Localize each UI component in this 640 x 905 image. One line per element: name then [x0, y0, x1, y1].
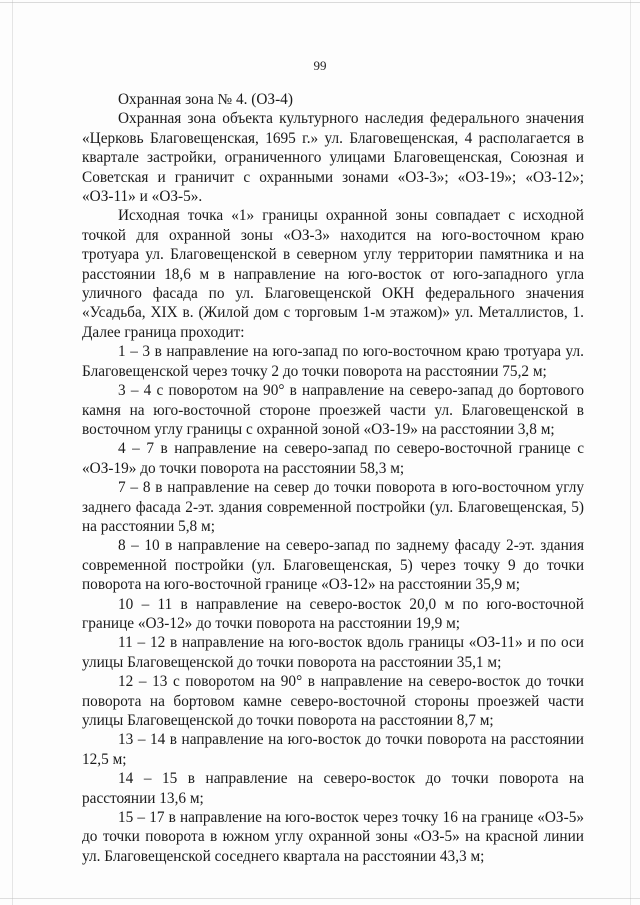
paragraph-segment-1-3: 1 – 3 в направление на юго-запад по юго-восточном краю тротуара ул. Благовещенской через точку 2 до точки поворота на расстоянии 75,2 м;	[82, 343, 584, 380]
paragraph-segment-4-7: 4 – 7 в направление на северо-запад по северо-восточной границе с «ОЗ-19» до точки поворота на расстоянии 58,3 м;	[82, 440, 584, 477]
paragraph-segment-15-17: 15 – 17 в направление на юго-восток через точку 16 на границе «ОЗ-5» до точки поворота в южном углу охранной зоны «ОЗ-5» на красной линии ул. Благовещенской соседнего квартала на расстоянии 43,3 м;	[82, 809, 584, 865]
document-body	[82, 90, 584, 866]
paragraph-segment-13-14: 13 – 14 в направление на юго-восток до точки поворота на расстоянии 12,5 м;	[82, 731, 584, 768]
page-number: 99	[313, 58, 327, 73]
scan-edge-bottom	[0, 898, 640, 899]
paragraph-start-point: Исходная точка «1» границы охранной зоны совпадает с исходной точкой для охранной зоны «ОЗ-3» находится на юго-восточном краю тротуара ул. Благовещенской в северном углу территории памятника и на расстоянии 18,6 м в направление на юго-восток от юго-западного угла уличного фасада по ул. Благовещенской ОКН федерального значения «Усадьба, XIX в. (Жилой дом с торговым 1-м этажом)» ул. Металлистов, 1. Далее граница проходит:	[82, 207, 584, 341]
paragraph-segment-8-10: 8 – 10 в направление на северо-запад по заднему фасаду 2-эт. здания современной постройки (ул. Благовещенская, 5) через точку 9 до точки поворота на юго-восточной границе «ОЗ-12» на расстоянии 35,9 м;	[82, 537, 584, 594]
section-heading: Охранная зона № 4. (ОЗ-4)	[118, 91, 293, 108]
scan-edge-left	[12, 0, 13, 905]
paragraph-segment-14-15: 14 – 15 в направление на северо-восток до точки поворота на расстоянии 13,6 м;	[82, 770, 584, 807]
scan-edge-top	[0, 2, 640, 3]
paragraph-segment-10-11: 10 – 11 в направление на северо-восток 20,0 м по юго-восточной границе «ОЗ-12» до точки поворота на расстоянии 19,9 м;	[82, 595, 584, 632]
paragraph-segment-7-8: 7 – 8 в направление на север до точки поворота в юго-восточном углу заднего фасада 2-эт. здания современной постройки (ул. Благовещенская, 5) на расстоянии 5,8 м;	[82, 479, 584, 535]
paragraph-segment-12-13: 12 – 13 с поворотом на 90° в направление на северо-восток до точки поворота на бортовом камне северо-восточной стороны проезжей части улицы Благовещенской до точки поворота на расстоянии 8,7 м;	[82, 673, 584, 729]
paragraph-intro: Охранная зона объекта культурного наследия федерального значения «Церковь Благовещенская, 1695 г.» ул. Благовещенская, 4 располагается в квартале застройки, ограниченного улицами Благовещенская, Союзная и Советская и граничит с охранными зонами «ОЗ-3»; «ОЗ-19»; «ОЗ-12»; «ОЗ-11» и «ОЗ-5».	[82, 110, 584, 206]
paragraph-segment-3-4: 3 – 4 с поворотом на 90° в направление на северо-запад до бортового камня на юго-восточной стороне проезжей части ул. Благовещенской в восточном углу границы с охранной зоной «ОЗ-19» на расстоянии 3,8 м;	[82, 382, 584, 438]
paragraph-segment-11-12: 11 – 12 в направление на юго-восток вдоль границы «ОЗ-11» и по оси улицы Благовещенской до точки поворота на расстоянии 35,1 м;	[82, 634, 584, 671]
scan-edge-right	[630, 0, 631, 905]
